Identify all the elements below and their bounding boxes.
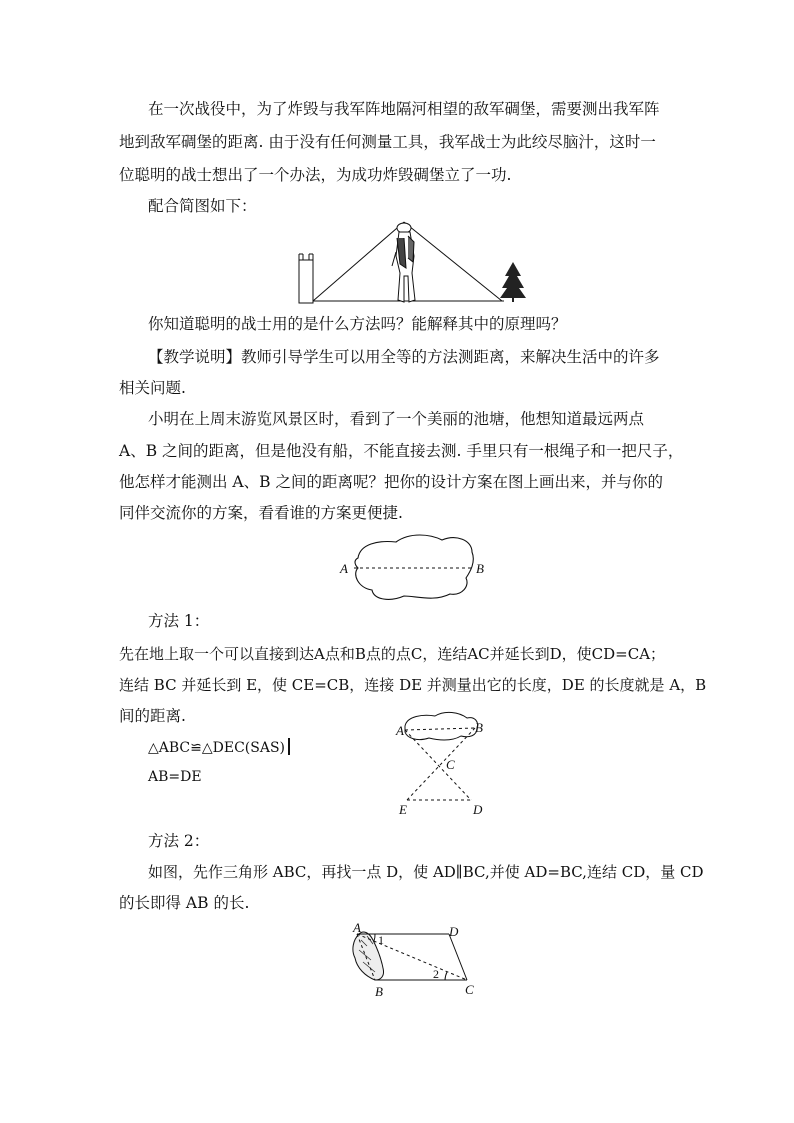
- method1-pond-outline: [405, 712, 478, 740]
- intro-line-1: 在一次战役中，为了炸毁与我军阵地隔河相望的敌军碉堡，需要测出我军阵: [148, 100, 660, 118]
- problem-line-4: 同伴交流你的方案，看看谁的方案更便捷.: [119, 504, 403, 522]
- method1-congruence: [148, 733, 290, 763]
- angle-1-arc: [374, 934, 375, 941]
- method1-label-d: D: [473, 802, 483, 817]
- teaching-note-line-1: 【教学说明】教师引导学生可以用全等的方法测距离，来解决生活中的许多: [148, 348, 660, 366]
- method2-label-d: D: [449, 924, 459, 939]
- method1-label-c: C: [446, 757, 455, 772]
- method1-line-3: 间的距离.: [119, 707, 186, 725]
- method1-label-a: A: [396, 723, 404, 738]
- intro-line-3: 位聪明的战士想出了一个办法，为成功炸毁碉堡立了一功.: [119, 166, 512, 184]
- method1-title: 方法 1：: [148, 612, 210, 630]
- method2-line-1: 如图，先作三角形 ABC，再找一点 D，使 AD∥BC,并使 AD=BC,连结 CD，量 CD: [148, 863, 704, 881]
- pond-label-b: B: [476, 561, 484, 576]
- sight-line-right: [404, 222, 502, 301]
- method1-be-line: [407, 728, 475, 800]
- method1-result: AB=DE: [148, 769, 202, 785]
- soldier-measurement-diagram: [296, 218, 536, 308]
- angle-2-label: 2: [433, 967, 439, 981]
- problem-line-3: 他怎样才能测出 A、B 之间的距离呢？把你的设计方案在图上画出来，并与你的: [119, 473, 663, 491]
- congruence-text: △ABC≌△DEC(SAS): [148, 740, 286, 756]
- bunker-icon: [299, 254, 313, 303]
- method1-line-1: 先在地上取一个可以直接到达A点和B点的点C，连结AC并延长到D，使CD=CA；: [119, 645, 666, 663]
- problem-line-2: A、B 之间的距离，但是他没有船，不能直接去测. 手里只有一根绳子和一把尺子，: [119, 442, 684, 460]
- problem-line-1: 小明在上周末游览风景区时，看到了一个美丽的池塘，他想知道最远两点: [148, 410, 645, 428]
- method2-label-b: B: [375, 984, 383, 999]
- method1-label-e: E: [399, 802, 407, 817]
- soldier-icon: [392, 223, 415, 302]
- pond-diagram: [338, 530, 498, 610]
- angle-2-arc: [445, 972, 447, 980]
- method2-line-2: 的长即得 AB 的长.: [119, 894, 250, 912]
- method1-label-b: B: [475, 720, 483, 735]
- teaching-note-line-2: 相关问题.: [119, 379, 186, 397]
- method2-label-c: C: [465, 982, 474, 997]
- angle-1-label: 1: [378, 933, 384, 947]
- method1-diagram: [393, 708, 503, 818]
- intro-line-2: 地到敌军碉堡的距离. 由于没有任何测量工具，我军战士为此绞尽脑汁，这时一: [119, 133, 656, 151]
- sight-line-left: [313, 222, 404, 301]
- figure-caption: 配合简图如下：: [148, 197, 257, 215]
- method2-diagram: [345, 922, 495, 1002]
- pond-label-a: A: [340, 561, 348, 576]
- method2-title: 方法 2：: [148, 832, 210, 850]
- text-cursor: [288, 738, 290, 755]
- question-text: 你知道聪明的战士用的是什么方法吗？能解释其中的原理吗？: [148, 315, 567, 333]
- method1-ad-line: [405, 730, 471, 800]
- method1-line-2: 连结 BC 并延长到 E，使 CE=CB，连接 DE 并测量出它的长度，DE 的长度就是 A，B: [119, 676, 707, 694]
- tree-icon: [500, 262, 526, 302]
- method2-label-a: A: [353, 920, 361, 935]
- pond-outline: [355, 535, 473, 599]
- method1-ab-line: [405, 728, 475, 730]
